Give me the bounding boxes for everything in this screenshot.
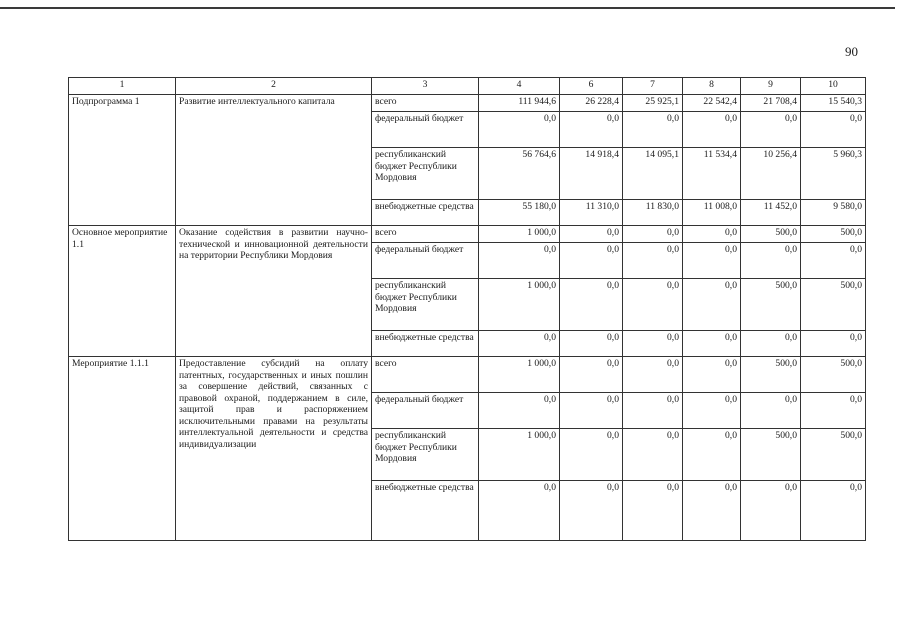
program-description-cell: Предоставление субсидий на оплату патентных, государственных и иных пошлин за совершение действий, связанных с правовой охраной, поддержанием в силе, защитой прав и распоряжением исключительными правами на результаты интеллектуальной деятельности и средства индивидуализации xyxy=(176,357,372,541)
column-header: 9 xyxy=(741,78,801,95)
value-cell: 22 542,4 xyxy=(683,95,741,112)
funding-source-cell: внебюджетные средства xyxy=(372,481,479,541)
program-description-cell: Развитие интеллектуального капитала xyxy=(176,95,372,226)
value-cell: 0,0 xyxy=(801,481,866,541)
value-cell: 500,0 xyxy=(741,429,801,481)
budget-table xyxy=(68,77,866,541)
value-cell: 55 180,0 xyxy=(479,200,560,226)
value-cell: 0,0 xyxy=(683,393,741,429)
column-header: 10 xyxy=(801,78,866,95)
value-cell: 5 960,3 xyxy=(801,148,866,200)
funding-source-cell: всего xyxy=(372,226,479,243)
funding-source-cell: всего xyxy=(372,95,479,112)
value-cell: 11 310,0 xyxy=(560,200,623,226)
column-header: 1 xyxy=(69,78,176,95)
column-header: 6 xyxy=(560,78,623,95)
value-cell: 21 708,4 xyxy=(741,95,801,112)
value-cell: 111 944,6 xyxy=(479,95,560,112)
funding-source-cell: республиканский бюджет Республики Мордовия xyxy=(372,429,479,481)
funding-source-cell: всего xyxy=(372,357,479,393)
funding-source-cell: федеральный бюджет xyxy=(372,112,479,148)
value-cell: 11 534,4 xyxy=(683,148,741,200)
value-cell: 0,0 xyxy=(801,112,866,148)
program-name-cell: Мероприятие 1.1.1 xyxy=(69,357,176,541)
program-description-cell: Оказание содействия в развитии научно-технической и инновационной деятельности на территории Республики Мордовия xyxy=(176,226,372,357)
value-cell: 0,0 xyxy=(801,331,866,357)
value-cell: 0,0 xyxy=(479,481,560,541)
value-cell: 0,0 xyxy=(683,481,741,541)
value-cell: 0,0 xyxy=(683,243,741,279)
value-cell: 0,0 xyxy=(801,393,866,429)
funding-source-cell: республиканский бюджет Республики Мордовия xyxy=(372,148,479,200)
funding-source-cell: внебюджетные средства xyxy=(372,200,479,226)
value-cell: 0,0 xyxy=(560,243,623,279)
value-cell: 1 000,0 xyxy=(479,226,560,243)
funding-source-cell: федеральный бюджет xyxy=(372,393,479,429)
value-cell: 0,0 xyxy=(683,429,741,481)
value-cell: 0,0 xyxy=(623,331,683,357)
table-header-row xyxy=(69,78,866,95)
value-cell: 0,0 xyxy=(479,112,560,148)
value-cell: 11 452,0 xyxy=(741,200,801,226)
value-cell: 0,0 xyxy=(623,112,683,148)
value-cell: 11 008,0 xyxy=(683,200,741,226)
value-cell: 500,0 xyxy=(801,429,866,481)
value-cell: 0,0 xyxy=(479,331,560,357)
value-cell: 0,0 xyxy=(801,243,866,279)
value-cell: 0,0 xyxy=(479,243,560,279)
value-cell: 500,0 xyxy=(741,279,801,331)
page-number: 90 xyxy=(845,44,858,59)
value-cell: 0,0 xyxy=(741,243,801,279)
program-name-cell: Основное мероприятие 1.1 xyxy=(69,226,176,357)
value-cell: 10 256,4 xyxy=(741,148,801,200)
value-cell: 0,0 xyxy=(683,112,741,148)
value-cell: 500,0 xyxy=(741,226,801,243)
value-cell: 15 540,3 xyxy=(801,95,866,112)
table-row xyxy=(69,95,866,112)
value-cell: 500,0 xyxy=(741,357,801,393)
table-row xyxy=(69,357,866,393)
value-cell: 1 000,0 xyxy=(479,429,560,481)
value-cell: 1 000,0 xyxy=(479,357,560,393)
value-cell: 0,0 xyxy=(560,357,623,393)
value-cell: 25 925,1 xyxy=(623,95,683,112)
value-cell: 0,0 xyxy=(741,393,801,429)
column-header: 4 xyxy=(479,78,560,95)
value-cell: 0,0 xyxy=(623,393,683,429)
column-header: 8 xyxy=(683,78,741,95)
program-name-cell: Подпрограмма 1 xyxy=(69,95,176,226)
column-header: 3 xyxy=(372,78,479,95)
value-cell: 0,0 xyxy=(623,357,683,393)
value-cell: 14 918,4 xyxy=(560,148,623,200)
value-cell: 0,0 xyxy=(623,429,683,481)
value-cell: 14 095,1 xyxy=(623,148,683,200)
table-row xyxy=(69,226,866,243)
value-cell: 0,0 xyxy=(560,112,623,148)
value-cell: 0,0 xyxy=(623,243,683,279)
value-cell: 0,0 xyxy=(479,393,560,429)
value-cell: 1 000,0 xyxy=(479,279,560,331)
value-cell: 0,0 xyxy=(741,331,801,357)
column-header: 2 xyxy=(176,78,372,95)
value-cell: 0,0 xyxy=(683,279,741,331)
value-cell: 500,0 xyxy=(801,226,866,243)
value-cell: 0,0 xyxy=(560,331,623,357)
funding-source-cell: федеральный бюджет xyxy=(372,243,479,279)
value-cell: 0,0 xyxy=(683,331,741,357)
column-header: 7 xyxy=(623,78,683,95)
value-cell: 500,0 xyxy=(801,279,866,331)
value-cell: 0,0 xyxy=(623,226,683,243)
value-cell: 26 228,4 xyxy=(560,95,623,112)
value-cell: 0,0 xyxy=(560,279,623,331)
value-cell: 0,0 xyxy=(623,481,683,541)
value-cell: 0,0 xyxy=(683,226,741,243)
value-cell: 0,0 xyxy=(560,429,623,481)
value-cell: 56 764,6 xyxy=(479,148,560,200)
value-cell: 0,0 xyxy=(560,393,623,429)
value-cell: 11 830,0 xyxy=(623,200,683,226)
value-cell: 9 580,0 xyxy=(801,200,866,226)
value-cell: 0,0 xyxy=(623,279,683,331)
value-cell: 0,0 xyxy=(560,481,623,541)
funding-source-cell: республиканский бюджет Республики Мордовия xyxy=(372,279,479,331)
funding-source-cell: внебюджетные средства xyxy=(372,331,479,357)
page-top-border xyxy=(0,7,895,9)
value-cell: 0,0 xyxy=(560,226,623,243)
value-cell: 0,0 xyxy=(683,357,741,393)
value-cell: 500,0 xyxy=(801,357,866,393)
value-cell: 0,0 xyxy=(741,481,801,541)
value-cell: 0,0 xyxy=(741,112,801,148)
